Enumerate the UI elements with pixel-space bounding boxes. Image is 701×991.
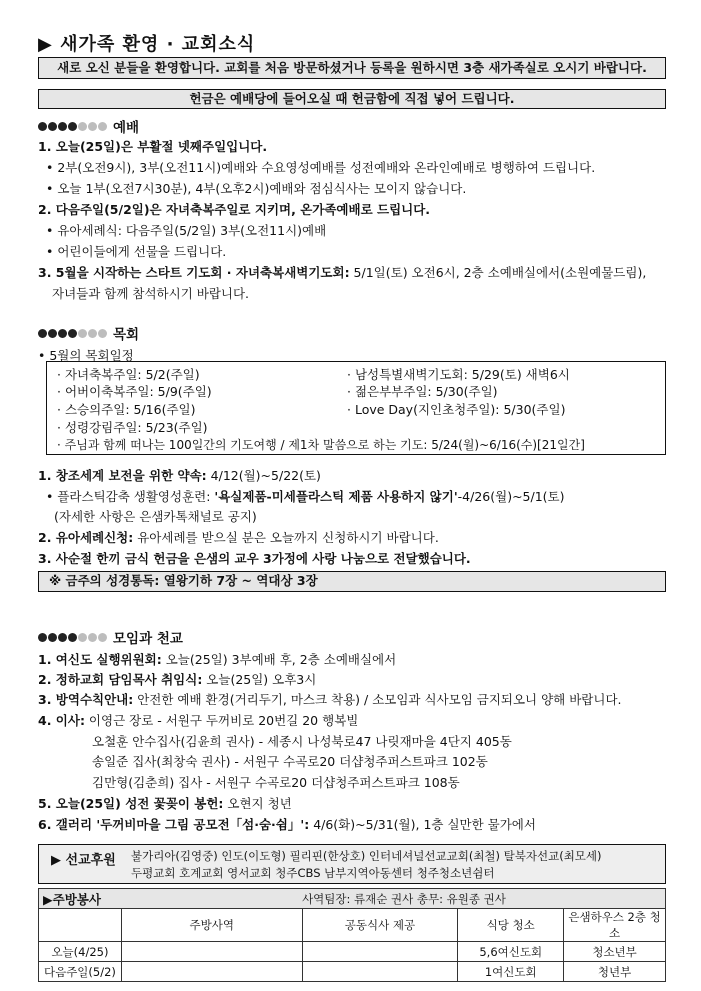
schedule-item: · 주님과 함께 떠나는 100일간의 기도여행 / 제1차 말씀으로 하는 기도: 5/24(월)~6/16(수)[21일간] [57, 438, 585, 452]
table-cell: 청년부 [564, 962, 666, 982]
worship-item-2b: • 어린이들에게 선물을 드립니다. [46, 244, 227, 259]
meeting-item-5: 5. 오늘(25일) 성전 꽃꽂이 봉헌: 오현지 청년 [38, 796, 292, 811]
bullet-dots-icon [38, 329, 107, 338]
table-row [39, 962, 666, 982]
fellowship-item-1a: • 플라스틱감축 생활영성훈련: '욕실제품-미세플라스틱 제품 사용하지 않기'-4/26(월)~5/1(토) [46, 489, 565, 504]
worship-item-1b: • 오늘 1부(오전7시30분), 4부(오후2시)예배와 점심식사는 모이지 않습니다. [46, 181, 467, 196]
schedule-item: · 스승의주일: 5/16(주일) [57, 402, 196, 417]
worship-item-3: 3. 5월을 시작하는 스타트 기도회 · 자녀축복새벽기도회: 5/1일(토) 오전6시, 2층 소예배실에서(소원예물드림), [38, 265, 647, 280]
meeting-item-1: 1. 여신도 실행위원회: 오늘(25일) 3부예배 후, 2층 소예배실에서 [38, 652, 397, 667]
schedule-item: · 남성특별새벽기도회: 5/29(토) 새벽6시 [347, 367, 570, 382]
table-cell [121, 942, 302, 962]
bullet-dots-icon [38, 122, 107, 131]
table-cell [121, 962, 302, 982]
worship-item-1: 1. 오늘(25일)은 부활절 넷째주일입니다. [38, 139, 268, 154]
table-cell [302, 942, 458, 962]
mission-line-2: 두평교회 호계교회 영서교회 청주CBS 남부지역아동센터 청주청소년쉼터 [131, 866, 495, 880]
table-cell: 1여신도회 [458, 962, 564, 982]
table-cell: 오늘(4/25) [39, 942, 122, 962]
worship-item-2a: • 유아세례식: 다음주일(5/2일) 3부(오전11시)예배 [46, 223, 327, 238]
schedule-item: · 성령강림주일: 5/23(주일) [57, 420, 208, 435]
table-cell: 5,6여신도회 [458, 942, 564, 962]
fellowship-item-1b: (자세한 사항은 은샘카톡채널로 공지) [54, 509, 257, 524]
welcome-box: 새로 오신 분들을 환영합니다. 교회를 처음 방문하셨거나 등록을 원하시면 3층 새가족실로 오시기 바랍니다. [38, 57, 666, 79]
mission-label: ▶ 선교후원 [51, 853, 116, 868]
table-header [39, 909, 122, 942]
meeting-item-4d: 김만형(김춘희) 집사 - 서원구 수곡로20 더샵청주퍼스트파크 108동 [92, 775, 460, 790]
fellowship-item-1: 1. 창조세계 보전을 위한 약속: 4/12(월)~5/22(토) [38, 468, 321, 483]
meeting-item-6: 6. 갤러리 '두꺼비마을 그림 공모전「섬·숨·쉼」': 4/6(화)~5/31(월), 1층 실만한 물가에서 [38, 817, 536, 832]
meeting-item-3: 3. 방역수칙안내: 안전한 예배 환경(거리두기, 마스크 착용) / 소모임과 식사모임 금지되오니 양해 바랍니다. [38, 692, 622, 707]
section-heading-worship: 예배 [38, 116, 139, 136]
worship-item-2: 2. 다음주일(5/2일)은 자녀축복주일로 지키며, 온가족예배로 드립니다. [38, 202, 431, 217]
table-header: 식당 청소 [458, 909, 564, 942]
schedule-item: · 젊은부부주일: 5/30(주일) [347, 384, 498, 399]
table-cell [302, 962, 458, 982]
bullet-dots-icon [38, 633, 107, 642]
section-heading-meeting: 모임과 천교 [38, 627, 183, 647]
mission-line-1: 불가리아(김영중) 인도(이도형) 필리핀(한상호) 인터네셔널선교교회(최철) 탈북자선교(최모세) [131, 849, 602, 863]
worship-item-3b: 자녀들과 함께 참석하시기 바랍니다. [52, 286, 250, 301]
table-header: 공동식사 제공 [302, 909, 458, 942]
kitchen-leaders: 사역팀장: 류재순 권사 총무: 유원종 권사 [302, 889, 665, 909]
meeting-item-4: 4. 이사: 이영근 장로 - 서원구 두꺼비로 20번길 20 행복빌 [38, 713, 359, 728]
table-cell: 다음주일(5/2) [39, 962, 122, 982]
offering-box: 헌금은 예배당에 들어오실 때 헌금함에 직접 넣어 드립니다. [38, 89, 666, 109]
worship-item-1a: • 2부(오전9시), 3부(오전11시)예배와 수요영성예배를 성전예배와 온라인예배로 병행하여 드립니다. [46, 160, 596, 175]
meeting-item-4c: 송일준 집사(최창숙 권사) - 서원구 수곡로20 더샵청주퍼스트파크 102동 [92, 754, 488, 769]
bible-reading-box: ※ 금주의 성경통독: 열왕기하 7장 ~ 역대상 3장 [38, 571, 666, 592]
fellowship-item-3: 3. 사순절 한끼 금식 헌금을 은샘의 교우 3가정에 사랑 나눔으로 전달했습니다. [38, 551, 471, 566]
table-cell: 청소년부 [564, 942, 666, 962]
table-row [39, 942, 666, 962]
kitchen-label: ▶주방봉사 [39, 889, 303, 909]
schedule-box [46, 361, 666, 455]
meeting-item-4b: 오철훈 안수집사(김윤희 권사) - 세종시 나성북로47 나릿재마을 4단지 405동 [92, 734, 512, 749]
table-header: 주방사역 [121, 909, 302, 942]
meeting-item-2: 2. 정하교회 담임목사 취임식: 오늘(25일) 오후3시 [38, 672, 317, 687]
schedule-item: · 자녀축복주일: 5/2(주일) [57, 367, 200, 382]
schedule-item: · 어버이축복주일: 5/9(주일) [57, 384, 212, 399]
mission-support-box [38, 844, 666, 884]
schedule-item: · Love Day(지인초청주일): 5/30(주일) [347, 402, 566, 417]
fellowship-item-2: 2. 유아세례신청: 유아세례를 받으실 분은 오늘까지 신청하시기 바랍니다. [38, 530, 439, 545]
section-heading-fellowship: 목회 [38, 323, 139, 343]
schedule-title: • 5월의 목회일정 [38, 348, 134, 363]
table-header: 은샘하우스 2층 청소 [564, 909, 666, 942]
page-title: ▶ 새가족 환영 · 교회소식 [38, 34, 256, 55]
kitchen-service-table [38, 888, 666, 982]
